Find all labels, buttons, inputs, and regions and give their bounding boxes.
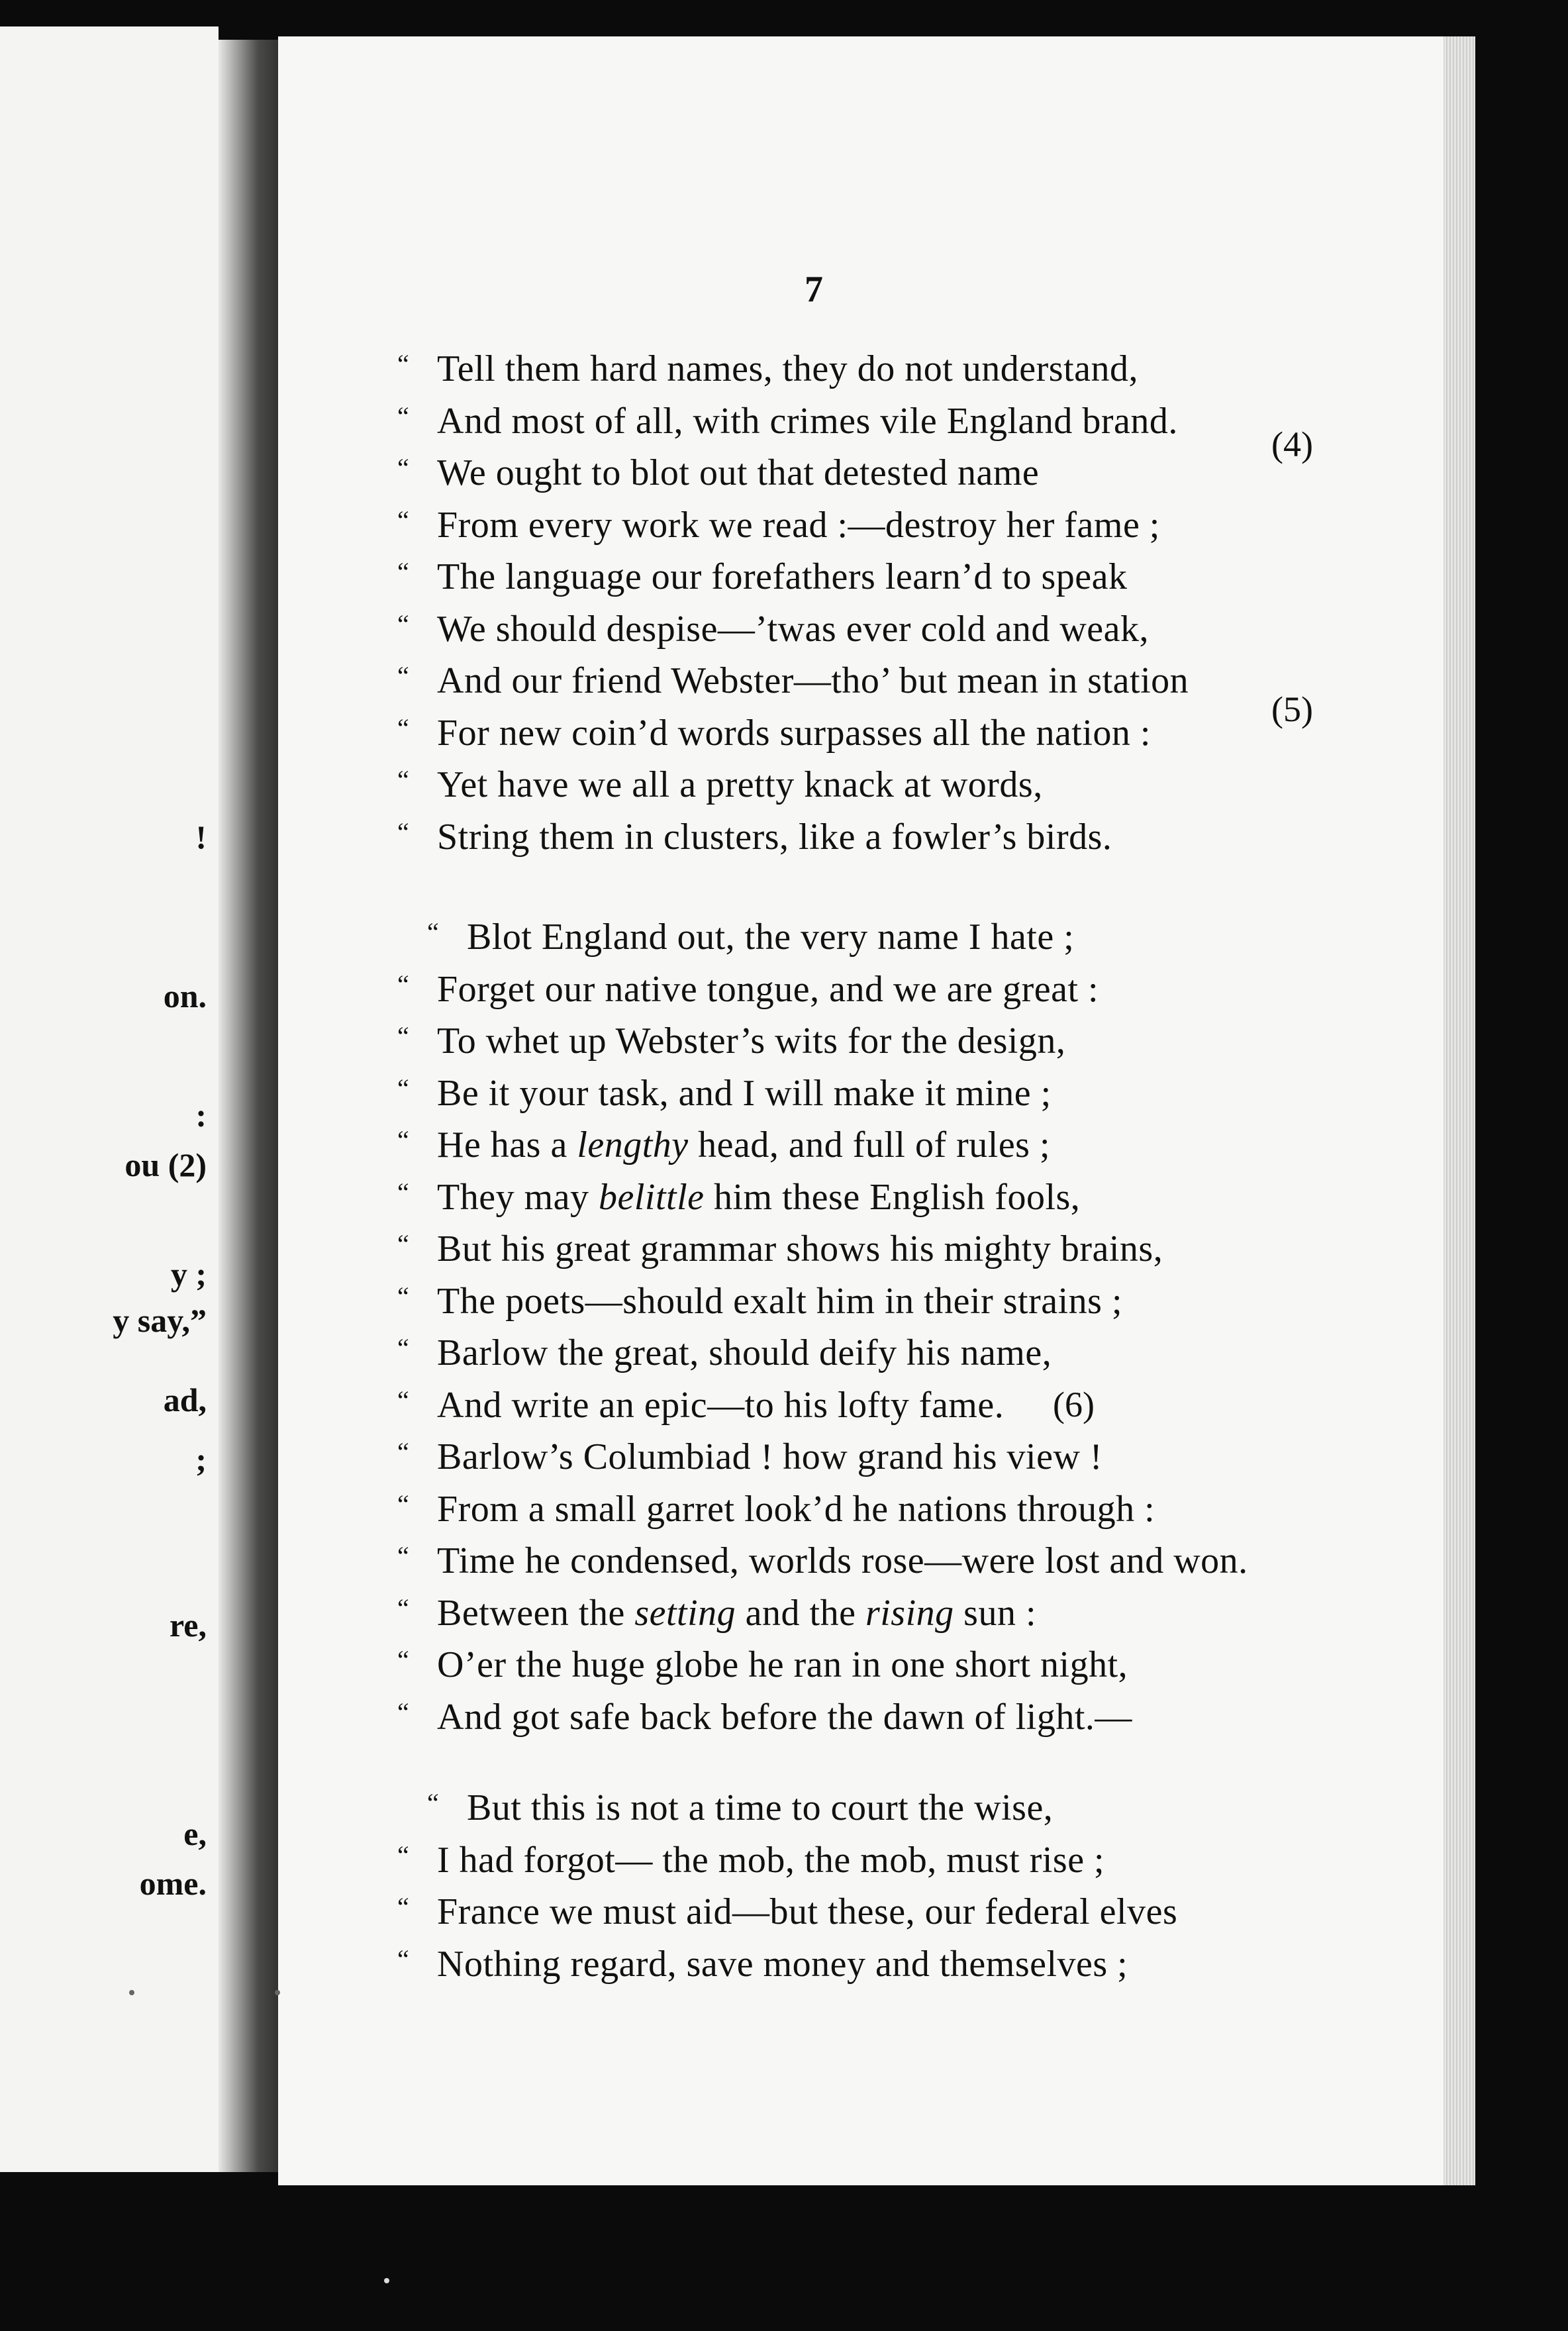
line-text: Be it your task, and I will make it mine ; <box>437 1072 1052 1114</box>
left-page-fragment: y say,” <box>113 1302 207 1339</box>
left-page-fragment: re, <box>170 1607 207 1644</box>
line-text: And our friend Webster—tho’ but mean in station <box>437 660 1189 701</box>
left-page-fragment: : <box>195 1097 207 1134</box>
opening-quote-mark: “ <box>397 1840 410 1870</box>
poem-line <box>397 1228 1248 1280</box>
poem-line <box>397 1072 1248 1124</box>
line-text: For new coin’d words surpasses all the nation : <box>437 712 1151 754</box>
poem-line <box>397 1891 1177 1943</box>
ink-speck <box>129 1990 134 1995</box>
opening-quote-mark: “ <box>427 1788 440 1818</box>
opening-quote-mark: “ <box>397 713 410 743</box>
poem-line <box>397 1332 1248 1384</box>
left-page-fragment: ; <box>195 1441 207 1478</box>
italic-word: belittle <box>598 1176 705 1218</box>
poem-line <box>397 1644 1248 1696</box>
line-text: He has a <box>437 1124 577 1166</box>
page-edge <box>1444 36 1475 2185</box>
left-page-fragment: e, <box>183 1815 207 1852</box>
book-spine-shadow <box>219 40 285 2172</box>
poem-line <box>397 1540 1248 1592</box>
poem-line <box>397 348 1189 400</box>
opening-quote-mark: “ <box>397 1489 410 1519</box>
poem-line <box>397 968 1248 1020</box>
left-page-fragment: ad, <box>163 1381 207 1418</box>
poem-line <box>397 1020 1248 1072</box>
stanza-1 <box>397 348 1189 868</box>
line-text: Forget our native tongue, and we are great : <box>437 968 1099 1010</box>
footnote-marker-4: (4) <box>1271 424 1313 464</box>
opening-quote-mark: “ <box>397 969 410 999</box>
opening-quote-mark: “ <box>397 1125 410 1155</box>
opening-quote-mark: “ <box>397 1944 410 1974</box>
opening-quote-mark: “ <box>397 349 410 379</box>
opening-quote-mark: “ <box>397 1385 410 1415</box>
opening-quote-mark: “ <box>397 505 410 535</box>
line-text: And most of all, with crimes vile England brand. <box>437 400 1178 442</box>
opening-quote-mark: “ <box>397 1892 410 1922</box>
poem-line <box>427 1787 1177 1839</box>
opening-quote-mark: “ <box>397 1437 410 1467</box>
line-text: They may <box>437 1176 599 1218</box>
poem-line <box>397 1696 1248 1748</box>
opening-quote-mark: “ <box>397 1333 410 1363</box>
opening-quote-mark: “ <box>397 765 410 795</box>
line-text: Blot England out, the very name I hate ; <box>467 917 1075 958</box>
opening-quote-mark: “ <box>397 1645 410 1675</box>
opening-quote-mark: “ <box>397 401 410 431</box>
line-text: We should despise—’twas ever cold and weak, <box>437 608 1149 650</box>
line-text: Time he condensed, worlds rose—were lost and won. <box>437 1540 1248 1581</box>
line-text: From a small garret look’d he nations through : <box>437 1488 1155 1530</box>
ink-speck <box>384 2278 389 2283</box>
poem-line <box>397 1592 1248 1644</box>
opening-quote-mark: “ <box>397 609 410 639</box>
poem-line <box>397 1943 1177 1995</box>
poem-line <box>397 816 1189 868</box>
line-text: Barlow’s Columbiad ! how grand his view ! <box>437 1436 1103 1477</box>
line-text: But his great grammar shows his mighty brains, <box>437 1228 1163 1269</box>
line-text: him these English fools, <box>704 1176 1081 1218</box>
left-page-fragment: ome. <box>139 1865 207 1902</box>
opening-quote-mark: “ <box>397 1021 410 1051</box>
footnote-marker-6: (6) <box>1053 1385 1095 1424</box>
line-text: String them in clusters, like a fowler’s birds. <box>437 816 1112 858</box>
left-page-fragment: y ; <box>170 1256 207 1293</box>
italic-word: rising <box>865 1592 954 1634</box>
line-text: From every work we read :—destroy her fame ; <box>437 504 1160 546</box>
italic-word: lengthy <box>577 1124 689 1166</box>
line-text: Between the <box>437 1592 635 1634</box>
poem-line <box>397 452 1189 504</box>
page-number: 7 <box>805 269 823 310</box>
poem-line <box>397 556 1189 608</box>
line-text: sun : <box>954 1592 1037 1634</box>
line-text: Barlow the great, should deify his name, <box>437 1332 1052 1373</box>
line-text: Yet have we all a pretty knack at words, <box>437 764 1043 805</box>
poem-line <box>397 1839 1177 1891</box>
opening-quote-mark: “ <box>397 1073 410 1103</box>
opening-quote-mark: “ <box>397 661 410 691</box>
line-text: France we must aid—but these, our federal elves <box>437 1891 1178 1932</box>
poem-line <box>397 1488 1248 1540</box>
opening-quote-mark: “ <box>397 1697 410 1727</box>
opening-quote-mark: “ <box>397 557 410 587</box>
opening-quote-mark: “ <box>397 1177 410 1207</box>
poem-line <box>397 1176 1248 1228</box>
line-text: But this is not a time to court the wise, <box>467 1787 1054 1828</box>
poem-line <box>397 660 1189 712</box>
line-text: Tell them hard names, they do not understand, <box>437 348 1138 389</box>
poem-line <box>397 608 1189 660</box>
line-text: I had forgot— the mob, the mob, must rise ; <box>437 1839 1105 1881</box>
line-text: head, and full of rules ; <box>688 1124 1051 1166</box>
stanza-2 <box>397 916 1248 1748</box>
line-text: And write an epic—to his lofty fame. <box>437 1384 1004 1426</box>
poem-line <box>397 504 1189 556</box>
ink-speck <box>275 1990 280 1995</box>
poem-line <box>397 1124 1248 1176</box>
line-text: We ought to blot out that detested name <box>437 452 1040 493</box>
poem-line <box>397 1384 1248 1436</box>
line-text: And got safe back before the dawn of light.— <box>437 1696 1132 1738</box>
left-page-fragment: on. <box>163 977 207 1015</box>
poem-line <box>397 764 1189 816</box>
opening-quote-mark: “ <box>397 1229 410 1259</box>
opening-quote-mark: “ <box>397 1593 410 1623</box>
poem-line <box>397 400 1189 452</box>
opening-quote-mark: “ <box>397 817 410 847</box>
line-text: and the <box>736 1592 865 1634</box>
opening-quote-mark: “ <box>397 453 410 483</box>
poem-line <box>427 916 1248 968</box>
opening-quote-mark: “ <box>427 917 440 947</box>
poem-line <box>397 712 1189 764</box>
line-text: O’er the huge globe he ran in one short night, <box>437 1644 1128 1685</box>
footnote-marker-5: (5) <box>1271 689 1313 729</box>
opening-quote-mark: “ <box>397 1281 410 1311</box>
poem-line <box>397 1436 1248 1488</box>
line-text: The language our forefathers learn’d to speak <box>437 556 1128 597</box>
poem-line <box>397 1280 1248 1332</box>
stanza-3 <box>397 1787 1177 1995</box>
left-page-fragment: ou (2) <box>124 1146 207 1183</box>
left-page-fragment: ! <box>195 818 207 856</box>
line-text: To whet up Webster’s wits for the design, <box>437 1020 1066 1062</box>
opening-quote-mark: “ <box>397 1541 410 1571</box>
line-text: The poets—should exalt him in their strains ; <box>437 1280 1123 1322</box>
italic-word: setting <box>634 1592 736 1634</box>
line-text: Nothing regard, save money and themselves ; <box>437 1943 1128 1985</box>
